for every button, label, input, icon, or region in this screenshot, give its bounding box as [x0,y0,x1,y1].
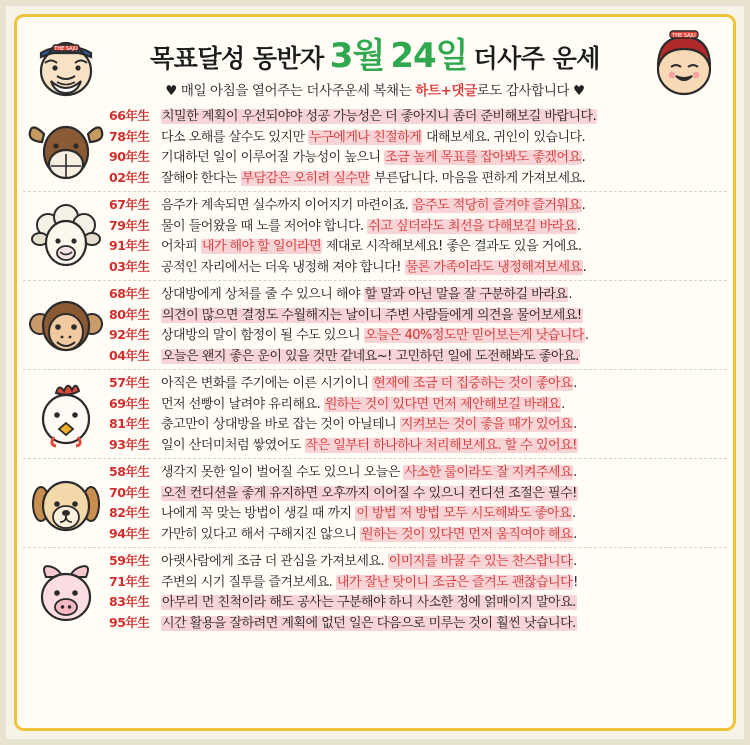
fortune-text: 일이 산더미처럼 쌓였어도 작은 일부터 하나하나 처리해보세요. 할 수 있어요! [161,437,577,453]
fortune-line-group [109,103,727,191]
fortune-line-group [109,548,727,636]
fortune-text: 공적인 자리에서는 더욱 냉정해 져야 합니다! 물론 가족이라도 냉정해져보세요. [161,259,587,275]
zodiac-row [23,458,727,547]
fortune-line [109,551,723,572]
zodiac-row [23,103,727,191]
dog-icon [23,464,109,542]
title-suffix: 더사주 운세 [473,43,600,73]
fortune-line-group [109,281,727,369]
fortune-text: 상대방에게 상처를 줄 수 있으니 해야 할 말과 아닌 말을 잘 구분하길 바라요. [161,287,572,302]
birth-year-label: 79年生 [109,217,150,233]
fortune-text: 상대방의 말이 함정이 될 수도 있으니 오늘은 40%정도만 믿어보는게 낫습니다. [161,328,589,343]
birth-year-label: 59年生 [109,553,150,568]
sheep-icon [23,197,109,275]
fortune-line [109,216,723,237]
zodiac-row [23,191,727,280]
page-title [150,28,600,77]
subtitle-after: 로도 감사합니다 ♥ [476,83,585,99]
birth-year-label: 58年生 [109,464,150,479]
fortune-line [109,462,723,483]
fortune-text: 물이 들어왔을 때 노를 저어야 합니다. 쉬고 싶더라도 최선을 다해보길 바라요. [161,218,581,234]
fortune-text: 생각지 못한 일이 벌어질 수도 있으니 오늘은 사소한 룰이라도 잘 지켜주세요. [161,465,577,480]
fortune-line-group [109,370,727,458]
fortune-text: 음주가 계속되면 실수까지 이어지기 마련이죠. 음주도 적당히 즐겨야 즐거워요. [161,198,586,213]
fortune-line [109,613,723,634]
svg-text:THE SAJU: THE SAJU [672,33,696,39]
birth-year-label: 93年生 [109,436,150,452]
fortune-line [109,305,723,326]
fortune-line [109,147,723,168]
birth-year-label: 71年生 [109,573,150,589]
fortune-text: 먼저 선빵이 날려야 유리해요. 원하는 것이 있다면 먼저 제안해보길 바래요. [161,396,565,412]
birth-year-label: 92年生 [109,327,150,342]
zodiac-row [23,280,727,369]
fortune-line [109,195,723,216]
fortune-line [109,435,723,456]
fortune-line [109,394,723,415]
fortune-text: 충고만이 상대방을 바로 잡는 것이 아닐테니 지켜보는 것이 좋을 때가 있어요. [161,417,577,432]
fortune-text: 아무리 먼 친척이라 해도 공사는 구분해야 하니 사소한 정에 얽매이지 말아요. [162,595,576,610]
birth-year-label: 91年生 [109,238,150,253]
fortune-text: 오늘은 왠지 좋은 운이 있을 것만 같네요~! 고민하던 일에 도전해봐도 좋아요. [162,348,579,364]
fortune-text: 다소 오해를 살수도 있지만 누구에게나 친절하게 대해보세요. 귀인이 있습니다. [161,129,586,145]
title-month: 3월 [329,35,385,76]
fortune-text: 아랫사람에게 조금 더 관심을 가져보세요. 이미지를 바꿀 수 있는 찬스랍니다. [161,554,577,569]
fortune-line [109,483,723,504]
birth-year-label: 02年生 [109,169,150,185]
fortune-line [109,284,723,305]
birth-year-label: 90年生 [109,149,150,164]
fortune-text: 주변의 시기 질투를 즐겨보세요. 내가 잘난 탓이니 조금은 즐겨도 괜찮습니다! [161,574,578,590]
birth-year-label: 94年生 [109,525,150,541]
zodiac-row [23,547,727,636]
fortune-text: 의견이 많으면 결정도 수월해지는 날이니 주변 사람들에게 의견을 물어보세요! [162,307,582,323]
fortune-line [109,106,723,127]
birth-year-label: 57年生 [109,375,150,390]
fortune-text: 오전 컨디션을 좋게 유지하면 오후까지 이어질 수 있으니 컨디션 조절은 필수! [162,485,577,501]
birth-year-label: 82年生 [109,505,150,520]
birth-year-label: 78年生 [109,128,150,144]
zodiac-row [23,369,727,458]
birth-year-label: 81年生 [109,416,150,431]
fortune-line [109,524,723,545]
subtitle-highlight: 하트+댓글 [415,83,477,99]
pig-icon [23,553,109,631]
fortune-text: 나에게 꼭 맞는 방법이 생길 때 까지 이 방법 저 방법 모두 시도해봐도 좋아요. [161,506,576,521]
birth-year-label: 69年生 [109,395,150,411]
saju-lady-avatar [645,23,723,101]
svg-text:THE SAJU: THE SAJU [54,46,78,52]
birth-year-label: 70年生 [109,484,150,500]
poster-inner-frame [14,14,736,731]
birth-year-label: 83年生 [109,594,150,609]
fortune-text: 가만히 있다고 해서 구해지진 않으니 원하는 것이 있다면 먼저 움직여야 해요. [161,526,577,542]
fortune-text: 시간 활용을 잘하려면 계획에 없던 일은 다음으로 미루는 것이 훨씬 낫습니다. [162,615,576,631]
birth-year-label: 03年生 [109,258,150,274]
rooster-icon [23,375,109,453]
fortune-line [109,257,723,278]
birth-year-label: 66年生 [109,108,150,123]
fortune-line [109,592,723,613]
fortune-text: 치밀한 계획이 우선되야야 성공 가능성은 더 좋아지니 좀더 준비해보길 바랍니다. [162,109,597,124]
fortune-text: 아직은 변화를 주기에는 이른 시기이니 현재에 조금 더 집중하는 것이 좋아요. [161,376,577,391]
subtitle-before: ♥ 매일 아침을 열어주는 더사주운세 복채는 [165,83,416,99]
fortune-line [109,572,723,593]
fortune-line [109,346,723,367]
birth-year-label: 67年生 [109,197,150,212]
fortune-line [109,373,723,394]
birth-year-label: 04年生 [109,347,150,363]
fortune-text: 잘해야 한다는 부담감은 오히려 실수만 부른답니다. 마음을 편하게 가져보세요. [161,170,586,186]
fortune-text: 기대하던 일이 이루어질 가능성이 높으니 조금 높게 목표를 잡아봐도 좋겠어요. [161,150,586,165]
ox-icon [23,108,109,186]
birth-year-label: 68年生 [109,286,150,301]
fortune-line [109,503,723,524]
fortune-line [109,168,723,189]
title-day: 24일 [390,35,468,76]
zodiac-rows [17,103,733,640]
fortune-line [109,414,723,435]
fortune-line-group [109,192,727,280]
subtitle [17,79,733,99]
poster-header [17,17,733,81]
fortune-text: 어차피 내가 해야 할 일이라면 제대로 시작해보세요! 좋은 결과도 있을 거에요. [161,239,582,254]
birth-year-label: 95年生 [109,614,150,630]
fortune-line [109,127,723,148]
monkey-icon [23,286,109,364]
title-prefix: 목표달성 동반자 [150,43,324,73]
fortune-line [109,325,723,346]
fortune-line [109,236,723,257]
birth-year-label: 80年生 [109,306,150,322]
fortune-line-group [109,459,727,547]
saju-master-avatar [27,23,105,101]
